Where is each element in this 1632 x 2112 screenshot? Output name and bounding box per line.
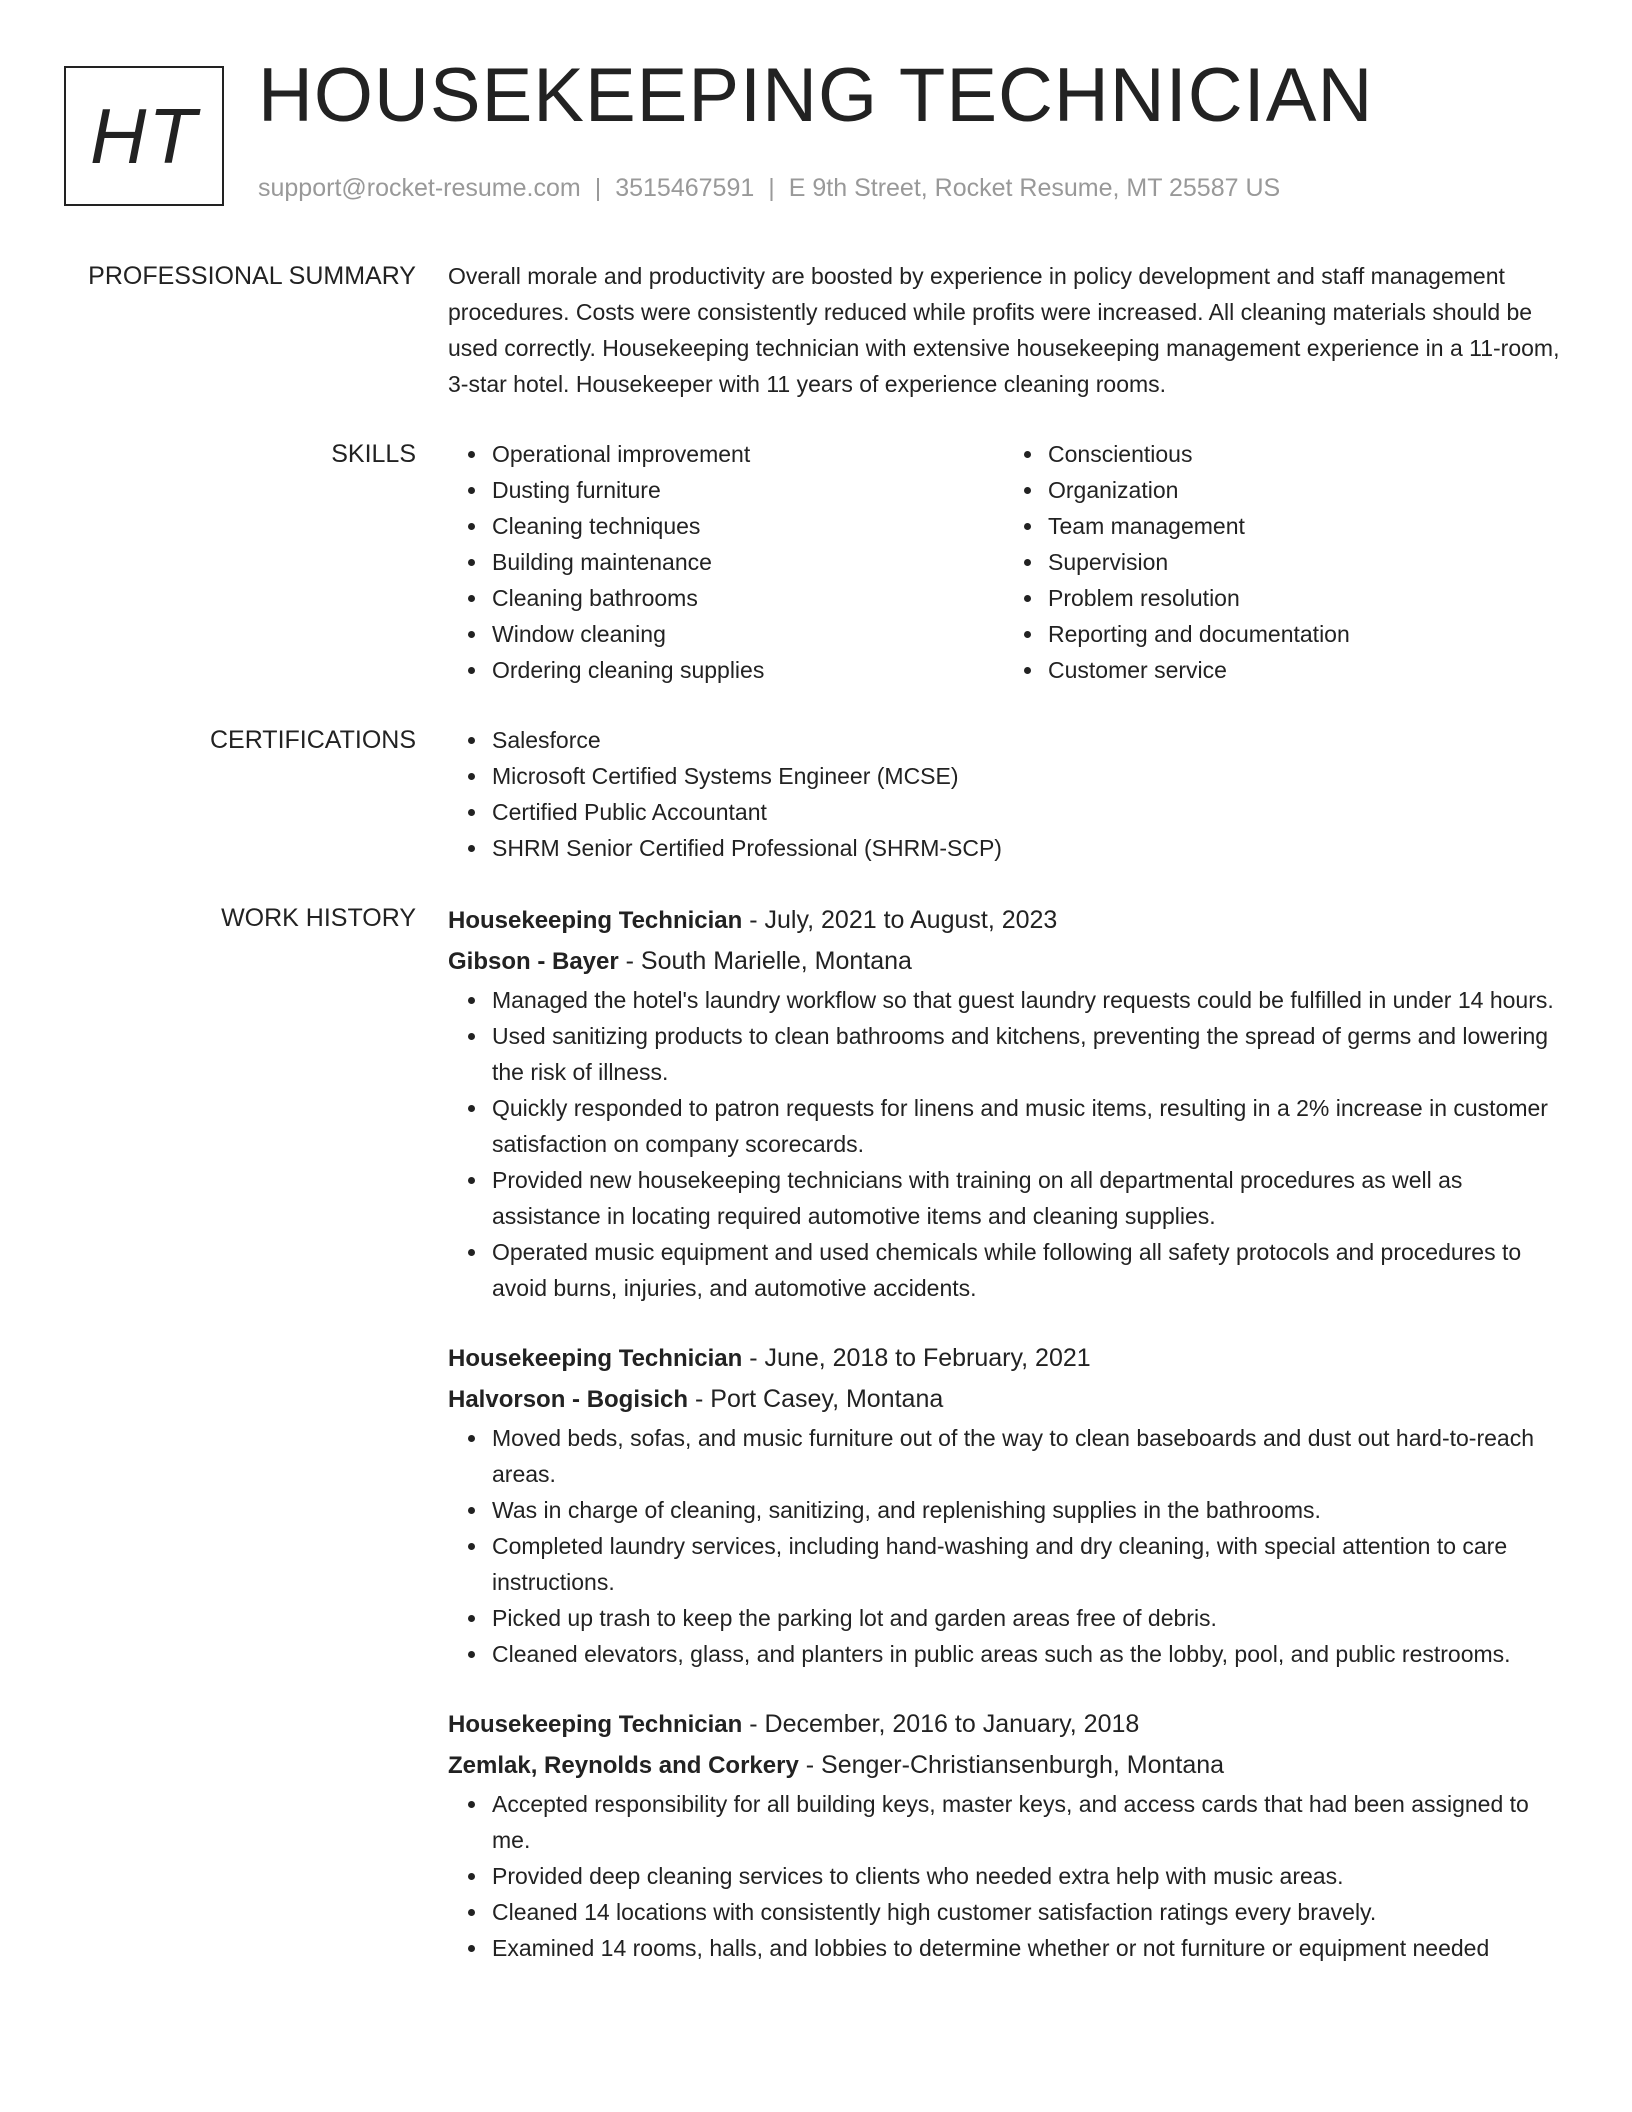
job-bullet: Operated music equipment and used chemicals while following all safety protocols and procedures to avoid burns, injuries, and automotive accidents. xyxy=(492,1234,1560,1306)
job-company-line xyxy=(448,1379,1560,1420)
skill-item: Cleaning techniques xyxy=(492,508,1004,544)
job-bullet: Completed laundry services, including hand-washing and dry cleaning, with special attention to care instructions. xyxy=(492,1528,1560,1600)
skill-item: Cleaning bathrooms xyxy=(492,580,1004,616)
job-bullet: Picked up trash to keep the parking lot and garden areas free of debris. xyxy=(492,1600,1560,1636)
job-entry xyxy=(448,1338,1560,1672)
certifications-heading: CERTIFICATIONS xyxy=(209,726,416,754)
skill-item: Team management xyxy=(1048,508,1560,544)
skills-section xyxy=(0,436,1632,688)
contact-line xyxy=(258,174,1280,203)
skill-item: Ordering cleaning supplies xyxy=(492,652,1004,688)
job-role: Housekeeping Technician xyxy=(448,1711,743,1738)
skill-item: Problem resolution xyxy=(1048,580,1560,616)
skill-item: Operational improvement xyxy=(492,436,1004,472)
certification-item: SHRM Senior Certified Professional (SHRM-SCP) xyxy=(492,830,1560,866)
job-title-line xyxy=(448,1704,1560,1745)
skill-item: Building maintenance xyxy=(492,544,1004,580)
job-title-line xyxy=(448,900,1560,941)
job-bullet: Accepted responsibility for all building keys, master keys, and access cards that had been assigned to me. xyxy=(492,1786,1560,1858)
job-company-line xyxy=(448,1745,1560,1786)
job-bullets xyxy=(448,982,1560,1306)
job-location: - Port Casey, Montana xyxy=(688,1385,944,1413)
work-history-heading: WORK HISTORY xyxy=(221,904,416,932)
job-company-line xyxy=(448,941,1560,982)
contact-separator: | xyxy=(594,174,602,202)
job-location: - Senger-Christiansenburgh, Montana xyxy=(798,1751,1225,1779)
job-location: - South Marielle, Montana xyxy=(618,947,912,975)
skills-heading: SKILLS xyxy=(331,440,416,468)
skills-list-left xyxy=(448,436,1004,688)
certification-item: Salesforce xyxy=(492,722,1560,758)
job-title-line xyxy=(448,1338,1560,1379)
job-bullet: Quickly responded to patron requests for linens and music items, resulting in a 2% increase in customer satisfaction on company scorecards. xyxy=(492,1090,1560,1162)
summary-heading: PROFESSIONAL SUMMARY xyxy=(88,262,416,290)
summary-section xyxy=(0,258,1632,402)
job-bullets xyxy=(448,1420,1560,1672)
skill-item: Conscientious xyxy=(1048,436,1560,472)
job-bullet: Cleaned elevators, glass, and planters in public areas such as the lobby, pool, and public restrooms. xyxy=(492,1636,1560,1672)
page-title: HOUSEKEEPING TECHNICIAN xyxy=(258,53,1374,138)
job-bullet: Examined 14 rooms, halls, and lobbies to determine whether or not furniture or equipment needed xyxy=(492,1930,1560,1966)
job-company: Zemlak, Reynolds and Corkery xyxy=(448,1752,799,1779)
job-entry xyxy=(448,1704,1560,1966)
job-company: Gibson - Bayer xyxy=(448,948,619,975)
work-history-section xyxy=(0,900,1632,1998)
job-bullets xyxy=(448,1786,1560,1966)
skill-item: Window cleaning xyxy=(492,616,1004,652)
monogram-box xyxy=(64,66,224,206)
job-bullet: Managed the hotel's laundry workflow so that guest laundry requests could be fulfilled in under 14 hours. xyxy=(492,982,1560,1018)
contact-email: support@rocket-resume.com xyxy=(258,174,581,202)
job-bullet: Cleaned 14 locations with consistently high customer satisfaction ratings every bravely. xyxy=(492,1894,1560,1930)
contact-phone: 3515467591 xyxy=(615,174,755,202)
skills-list-right xyxy=(1004,436,1560,688)
job-dates: - June, 2018 to February, 2021 xyxy=(742,1344,1091,1372)
certification-item: Certified Public Accountant xyxy=(492,794,1560,830)
skill-item: Supervision xyxy=(1048,544,1560,580)
contact-separator: | xyxy=(768,174,775,202)
job-bullet: Moved beds, sofas, and music furniture out of the way to clean baseboards and dust out hard-to-reach areas. xyxy=(492,1420,1560,1492)
certifications-section xyxy=(0,722,1632,866)
skill-item: Customer service xyxy=(1048,652,1560,688)
skill-item: Reporting and documentation xyxy=(1048,616,1560,652)
skill-item: Organization xyxy=(1048,472,1560,508)
monogram-initials: HT xyxy=(90,91,198,180)
skill-item: Dusting furniture xyxy=(492,472,1004,508)
job-dates: - July, 2021 to August, 2023 xyxy=(742,906,1058,934)
job-dates: - December, 2016 to January, 2018 xyxy=(742,1710,1140,1738)
job-company: Halvorson - Bogisich xyxy=(448,1386,689,1413)
job-entry xyxy=(448,900,1560,1306)
job-role: Housekeeping Technician xyxy=(448,907,743,934)
contact-address: E 9th Street, Rocket Resume, MT 25587 US xyxy=(788,174,1281,202)
certification-item: Microsoft Certified Systems Engineer (MCSE) xyxy=(492,758,1560,794)
job-role: Housekeeping Technician xyxy=(448,1345,743,1372)
summary-text: Overall morale and productivity are boosted by experience in policy development and staff management procedures. Costs were consistently reduced while profits were increased. All cleaning materials should be used correctly. Housekeeping technician with extensive housekeeping management experience in a 11-room, 3-star hotel. Housekeeper with 11 years of experience cleaning rooms. xyxy=(448,263,1560,397)
job-bullet: Used sanitizing products to clean bathrooms and kitchens, preventing the spread of germs and lowering the risk of illness. xyxy=(492,1018,1560,1090)
job-bullet: Was in charge of cleaning, sanitizing, and replenishing supplies in the bathrooms. xyxy=(492,1492,1560,1528)
job-bullet: Provided deep cleaning services to clients who needed extra help with music areas. xyxy=(492,1858,1560,1894)
resume-sections xyxy=(0,258,1632,2032)
job-bullet: Provided new housekeeping technicians with training on all departmental procedures as well as assistance in locating required automotive items and cleaning supplies. xyxy=(492,1162,1560,1234)
certifications-list xyxy=(448,722,1560,866)
